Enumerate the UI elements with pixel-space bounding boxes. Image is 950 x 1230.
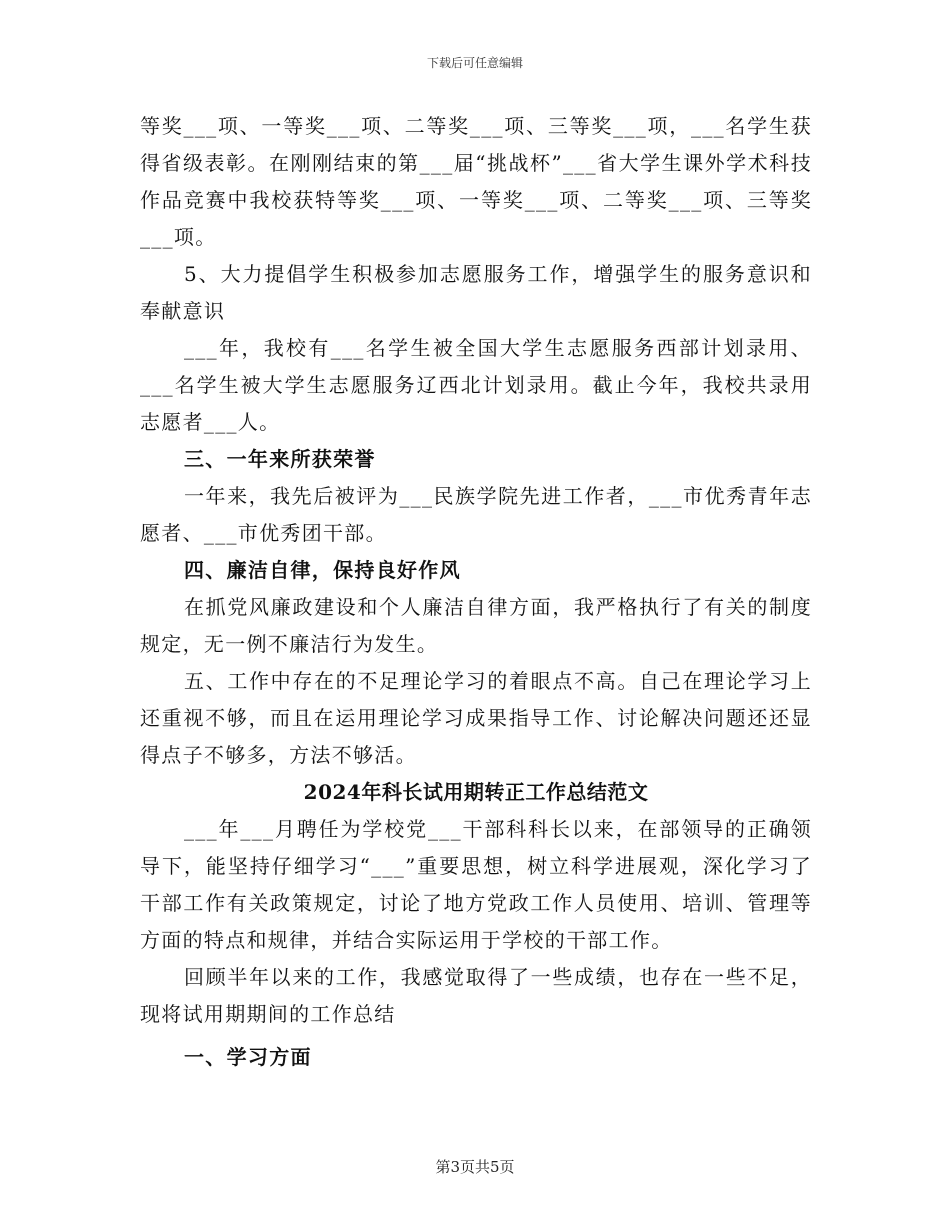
section-heading: 三、一年来所获荣誉	[184, 447, 376, 471]
document-body	[140, 108, 812, 1076]
page-footer: 第3页共5页	[435, 1158, 515, 1176]
document-title: 2024年科长试用期转正工作总结范文	[303, 780, 649, 804]
section-heading: 四、廉洁自律，保持良好作风	[184, 558, 461, 582]
paragraph: 等奖___项、一等奖___项、二等奖___项、三等奖___项，___名学生获得省级表彰。在刚刚结束的第___届“挑战杯”___省大学生课外学术科技作品竞赛中我校获特等奖___项、一等奖___项、二等奖___项、三等奖___项。	[140, 114, 812, 249]
paragraph: 回顾半年以来的工作，我感觉取得了一些成绩，也存在一些不足，现将试用期期间的工作总结	[140, 965, 812, 1026]
section-heading: 一、学习方面	[184, 1045, 312, 1069]
paragraph: 5、大力提倡学生积极参加志愿服务工作，增强学生的服务意识和奉献意识	[140, 262, 812, 323]
paragraph: 在抓党风廉政建设和个人廉洁自律方面，我严格执行了有关的制度规定，无一例不廉洁行为发生。	[140, 595, 812, 656]
page-header: 下载后可任意编辑	[426, 56, 523, 70]
paragraph: ___年，我校有___名学生被全国大学生志愿服务西部计划录用、___名学生被大学生志愿服务辽西北计划录用。截止今年，我校共录用志愿者___人。	[140, 336, 812, 434]
paragraph: ___年___月聘任为学校党___干部科科长以来，在部领导的正确领导下，能坚持仔细学习“___”重要思想，树立科学进展观，深化学习了干部工作有关政策规定，讨论了地方党政工作人员使用、培训、管理等方面的特点和规律，并结合实际运用于学校的干部工作。	[140, 817, 812, 952]
paragraph: 一年来，我先后被评为___民族学院先进工作者，___市优秀青年志愿者、___市优秀团干部。	[140, 484, 812, 545]
paragraph: 五、工作中存在的不足理论学习的着眼点不高。自己在理论学习上还重视不够，而且在运用理论学习成果指导工作、讨论解决问题还还显得点子不够多，方法不够活。	[140, 669, 812, 767]
